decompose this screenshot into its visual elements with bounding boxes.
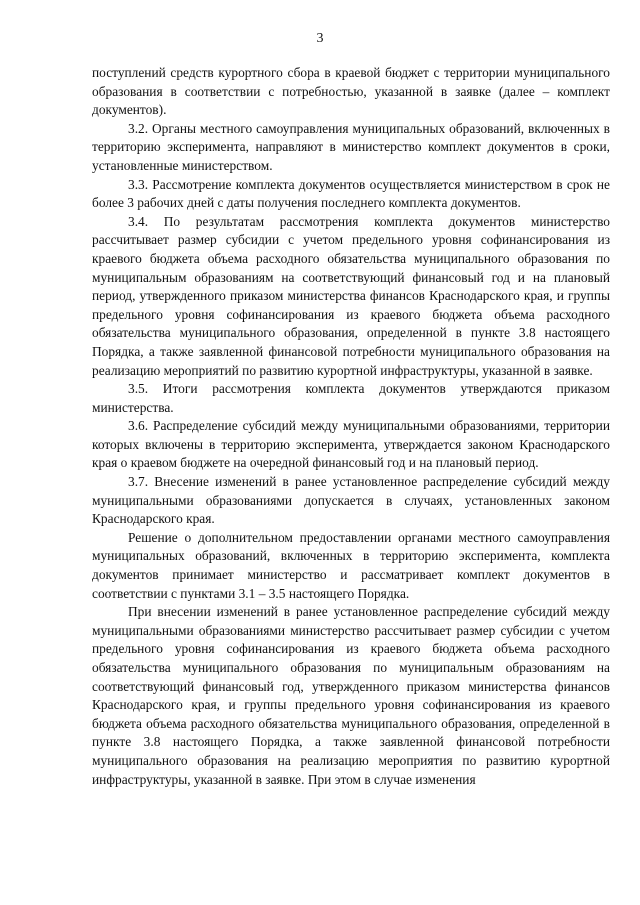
paragraph-3-2: 3.2. Органы местного самоуправления муниципальных образований, включенных в территорию эксперимента, направляют в министерство комплект документов в сроки, установленные министерством. <box>92 120 610 173</box>
paragraph-additional-submission: Решение о дополнительном предоставлении органами местного самоуправления муниципальных образований, включенных в территорию эксперимента, комплекта документов принимает министерство и рассматривает комплект документов в соответствии с пунктами 3.1 – 3.5 настоящего Порядка. <box>92 529 610 601</box>
paragraph-3-4: 3.4. По результатам рассмотрения комплекта документов министерство рассчитывает размер субсидии с учетом предельного уровня софинансирования из краевого бюджета объема расходного обязательства муниципального образования по муниципальным образованиям на соответствующий финансовый год и на плановый период, утвержденного приказом министерства финансов Краснодарского края, и группы предельного уровня софинансирования из краевого бюджета объема расходного обязательства муниципального образования, определенной в пункте 3.8 настоящего Порядка, а также заявленной финансовой потребности муниципального образования на реализацию мероприятий по развитию курортной инфраструктуры, указанной в заявке. <box>92 213 610 378</box>
paragraph-3-3: 3.3. Рассмотрение комплекта документов осуществляется министерством в срок не более 3 рабочих дней с даты получения последнего комплекта документов. <box>92 176 610 211</box>
paragraph-continuation: поступлений средств курортного сбора в краевой бюджет с территории муниципального образования в соответствии с потребностью, указанной в заявке (далее – комплект документов). <box>92 65 610 118</box>
paragraph-amendment-calculation: При внесении изменений в ранее установленное распределение субсидий между муниципальными образованиями министерство рассчитывает размер субсидии с учетом предельного уровня софинансирования из краевого бюджета объема расходного обязательства муниципального образования по муниципальным образованиям на соответствующий финансовый год, утвержденного приказом министерства финансов Краснодарского края, и группы предельного уровня софинансирования из краевого бюджета объема расходного обязательства муниципального образования, определенной в пункте 3.8 настоящего Порядка, а также заявленной финансовой потребности муниципального образования на реализацию мероприятия по развитию курортной инфраструктуры, указанной в заявке. При этом в случае изменения <box>92 604 610 787</box>
document-body <box>92 64 610 789</box>
paragraph-3-6: 3.6. Распределение субсидий между муниципальными образованиями, территории которых включены в территорию эксперимента, утверждается законом Краснодарского края о краевом бюджете на очередной финансовый год и на плановый период. <box>92 418 610 471</box>
page-number: 3 <box>316 31 324 46</box>
paragraph-3-7: 3.7. Внесение изменений в ранее установленное распределение субсидий между муниципальными образованиями допускается в случаях, установленных законом Краснодарского края. <box>92 474 610 527</box>
paragraph-3-5: 3.5. Итоги рассмотрения комплекта документов утверждаются приказом министерства. <box>92 381 610 415</box>
